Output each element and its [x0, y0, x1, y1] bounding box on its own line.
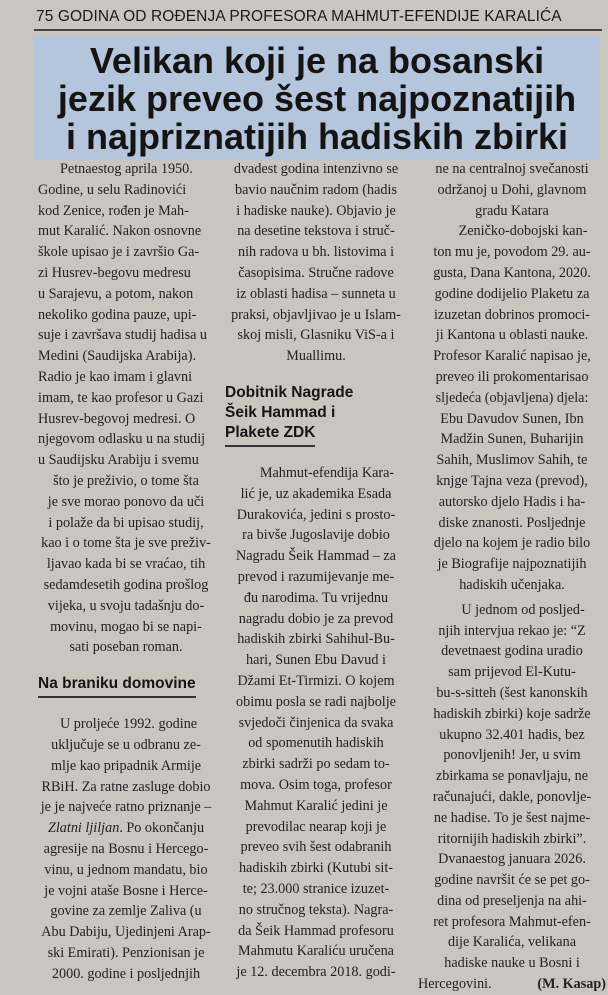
- text-line: gradu Katara: [475, 202, 549, 219]
- headline-line-3: i najpriznatijih hadiskih zbirki: [65, 116, 569, 157]
- text-line: obimu posla se radi najbolje: [236, 693, 396, 710]
- text-line: U proljeće 1992. godine: [60, 716, 198, 733]
- text-line: Godine, u selu Radinovići: [38, 181, 187, 198]
- kicker-rule: [34, 29, 602, 31]
- text-line: vinu, u jednom mandatu, bio: [44, 861, 208, 878]
- text-line: hadiskih zbirki) koje sadrže: [433, 705, 591, 722]
- kicker: 75 GODINA OD ROĐENJA PROFESORA MAHMUT-EFENDIJE KARALIĆA: [36, 8, 562, 25]
- text-line: časopisima. Stručne radove: [238, 264, 394, 281]
- subheading-defence: [38, 674, 214, 698]
- text-line: djelo na kojem je radio bilo: [433, 535, 591, 552]
- paragraph: [225, 463, 407, 983]
- text-line: ne hadise. To je šest najme-: [433, 809, 591, 826]
- text-line: praksi, objavljivao je u Islam-: [231, 306, 401, 323]
- text-line: ponovljenih! Jer, u svim: [443, 747, 581, 764]
- text-line: održanoj u Dohi, glavnom: [437, 181, 587, 198]
- text-line: da Šeik Hammad profesoru: [238, 922, 394, 939]
- text-line: Profesor Karalić napisao je,: [433, 348, 591, 365]
- text-line: od spomenutih hadiskih: [248, 735, 384, 752]
- text-line: U jednom od posljed-: [461, 601, 585, 618]
- column-2: [225, 159, 407, 983]
- text-line: ret profesora Mahmut-efen-: [433, 913, 591, 930]
- text-line: Abu Dabiju, Ujedinjeni Arap-: [41, 924, 211, 941]
- text-line: nagradu dobio je za prevod: [238, 610, 394, 627]
- text-line: izuzetan dobrinos promoci-: [433, 306, 590, 323]
- text-line: dije Karalića, velikana: [447, 934, 576, 951]
- paragraph: [418, 221, 606, 595]
- text-line: uključuje se u odbranu ze-: [51, 736, 201, 753]
- text-line: kao i o tome šta je sve preživ-: [41, 535, 211, 552]
- text-line: mova. Osim toga, profesor: [240, 776, 392, 793]
- text-line: prevodilac nearap koji je: [245, 818, 387, 835]
- paragraph: [225, 159, 407, 367]
- text-line: je Biografije najpoznatijih: [437, 556, 587, 573]
- subheading-line-wrap: [225, 423, 407, 447]
- text-line: Muallimu.: [286, 348, 346, 365]
- subheading-line: Šeik Hammad i: [225, 403, 336, 421]
- text-line: Mahmut-efendija Kara-: [259, 464, 395, 481]
- headline-line-1: Velikan koji je na bosanski: [89, 40, 545, 81]
- text-line: skoj misli, Glasniku ViS-a i: [237, 327, 395, 344]
- text-line: Husrev-begovoj medresi. O: [38, 410, 196, 427]
- text-line: hadiskih zbirki (Kutubi sit-: [238, 860, 394, 877]
- text-line: autorsko djelo Hadis i ha-: [438, 493, 586, 510]
- headline-line-2: jezik preveo šest najpoznatijih: [57, 78, 577, 119]
- text-line: Madžin Sunen, Buharijin: [440, 431, 584, 448]
- text-line: Zeničko-dobojski kan-: [458, 223, 588, 240]
- text-line: računajući, dakle, ponovlje-: [432, 788, 592, 805]
- text-line: govine za zemlje Zaliva (u: [50, 903, 202, 920]
- text-line: ji Kantona u oblasti nauke.: [435, 327, 589, 344]
- text-line: je 12. decembra 2018. godi-: [236, 964, 396, 981]
- text-line: nih radova u bh. listovima i: [237, 244, 395, 261]
- text-line: bu-s-sitteh (šest kanonskih: [436, 684, 588, 701]
- text-line: mlje kao pripadnik Armije: [50, 757, 202, 774]
- text-line: godine dodijelio Plaketu za: [434, 285, 590, 302]
- text-line: sedamdesetih godina prošlog: [43, 576, 209, 593]
- text-line: svjedoči činjenica da svaka: [238, 714, 394, 731]
- text-line: suje i završava studij hadisa u: [38, 327, 208, 344]
- text-line: sam prijevod El-Kutu-: [448, 664, 576, 681]
- text-line: hadiske nauke u Bosni i: [444, 955, 580, 972]
- text-line: preveo ili prokomentarisao: [435, 368, 589, 385]
- text-fragment: Hercegovini.: [418, 976, 492, 993]
- text-line: Petnaestog aprila 1950.: [60, 161, 193, 177]
- text-line: Mahmut Karalić jedini je: [244, 797, 388, 814]
- text-line: kod Zenice, rođen je Mah-: [38, 202, 189, 219]
- text-line: njih intervjua rekao je: “Z: [438, 622, 586, 639]
- text-line: ukupno 32.401 hadis, bez: [439, 726, 585, 743]
- subheading-text: Na braniku domovine: [38, 674, 196, 698]
- text-line: Radio je kao imam i glavni: [38, 368, 193, 385]
- text-line: zbirkama se ponavljaju, ne: [435, 768, 589, 785]
- text-line: diske znanosti. Posljednje: [438, 514, 586, 531]
- text-line: u Sarajevu, a potom, nakon: [38, 285, 194, 302]
- text-line: ne na centralnoj svečanosti: [435, 161, 589, 177]
- text-line: Ebu Davudov Sunen, Ibn: [440, 410, 584, 427]
- text-line: je je najveće ratno priznanje –: [40, 799, 212, 816]
- column-1: [38, 159, 214, 984]
- column-3: [418, 159, 606, 995]
- text-line: no stručnog teksta). Nagra-: [238, 901, 394, 918]
- text-line: dina od preseljenja na ahi-: [437, 892, 587, 909]
- text-line: knjge Tajna veza (prevod),: [436, 472, 588, 489]
- subheading-award: [225, 383, 407, 447]
- text-line: škole upisao je i završio Ga-: [38, 244, 200, 261]
- text-line: Dvanaestog januara 2026.: [438, 851, 586, 868]
- text-line: hari, Sunen Ebu Davud i: [246, 652, 386, 669]
- text-line: Mahmutu Karaliću uručena: [237, 943, 394, 960]
- paragraph: [38, 159, 214, 658]
- text-line: ra bivše Jugoslavije dobio: [242, 527, 390, 544]
- text-line: ljavao kada bi se vraćao, tih: [46, 556, 206, 573]
- text-line: nekoliko godina pauze, upi-: [38, 306, 197, 323]
- paragraph: [38, 714, 214, 984]
- text-line: Nagradu Šeik Hammad – za: [236, 548, 396, 565]
- text-line: [418, 974, 606, 995]
- text-line: sati poseban roman.: [69, 639, 183, 656]
- paragraph: [418, 159, 606, 221]
- text-line: ski Emirati). Penzionisan je: [47, 944, 205, 961]
- text-line: ritornijih hadiskih zbirki”.: [437, 830, 587, 847]
- text-line: lić je, uz akademika Esada: [240, 485, 392, 502]
- text-line: što je preživio, o tome šta: [53, 472, 199, 489]
- text-line: vijeka, u svoju tadašnju do-: [47, 597, 205, 614]
- headline: [34, 42, 600, 156]
- text-line: i polaže da bi upisao studij,: [48, 514, 204, 531]
- text-line: đu narodima. Tu vrijednu: [243, 589, 389, 606]
- text-line: movinu, mogao bi se napi-: [50, 618, 202, 635]
- text-line: mut Karalić. Nakon osnovne: [38, 223, 202, 240]
- subheading-line: Dobitnik Nagrade: [225, 383, 354, 401]
- text-line: [38, 818, 214, 839]
- text-line: njegovom odlasku u na studij: [38, 431, 206, 448]
- text-line: u Saudijsku Arabiju i svemu: [38, 452, 199, 469]
- text-line: prevod i razumijevanje me-: [237, 568, 395, 585]
- text-line: hadiskih zbirki Sahihul-Bu-: [237, 631, 395, 648]
- paragraph: [418, 600, 606, 995]
- text-line: agresije na Bosnu i Hercego-: [43, 840, 209, 857]
- text-line: na desetine tekstova i struč-: [237, 223, 395, 240]
- subheading-line: Plakete ZDK: [225, 423, 315, 447]
- text-line: te; 23.000 stranice izuzet-: [242, 880, 390, 897]
- text-line: hadiskih učenjaka.: [459, 576, 565, 593]
- text-line: ton mu je, povodom 29. au-: [433, 244, 591, 261]
- text-line: imam, te kao profesor u Gazi: [38, 389, 204, 406]
- text-line: bavio naučnim radom (hadis: [235, 181, 397, 198]
- text-line: gusta, Dana Kantona, 2020.: [433, 264, 591, 281]
- text-line: Medini (Saudijska Arabija).: [38, 348, 197, 365]
- text-line: Durakovića, jedini s prosto-: [236, 506, 396, 523]
- text-line: Sahih, Muslimov Sahih, te: [436, 452, 588, 469]
- text-line: Džami Et-Tirmizi. O kojem: [237, 672, 395, 689]
- text-line: preveo svih šest odabranih: [240, 839, 392, 856]
- text-line: i hadiske nauke). Objavio je: [236, 202, 396, 219]
- text-line: je vojni ataše Bosne i Herce-: [44, 882, 208, 899]
- text-fragment: . Po okončanju: [119, 820, 205, 837]
- text-line: 2000. godine i posljednjih: [51, 965, 201, 982]
- text-line: RBiH. Za ratne zasluge dobio: [41, 778, 211, 795]
- text-line: zbirki sadrži po sedam to-: [242, 756, 390, 773]
- author-signature: (M. Kasap): [537, 976, 606, 993]
- award-name: Zlatni ljiljan: [47, 820, 120, 837]
- text-line: godine navršit će se pet go-: [434, 872, 590, 889]
- text-line: dvadest godina intenzivno se: [233, 161, 399, 177]
- text-line: zi Husrev-begovu medresu: [38, 264, 191, 281]
- text-line: iz oblasti hadisa – sunneta u: [236, 285, 396, 302]
- text-line: je sve morao ponovo da uči: [47, 493, 205, 510]
- text-line: sljedeća (objavljena) djela:: [435, 389, 589, 406]
- text-line: devetnaest godina uradio: [441, 643, 583, 660]
